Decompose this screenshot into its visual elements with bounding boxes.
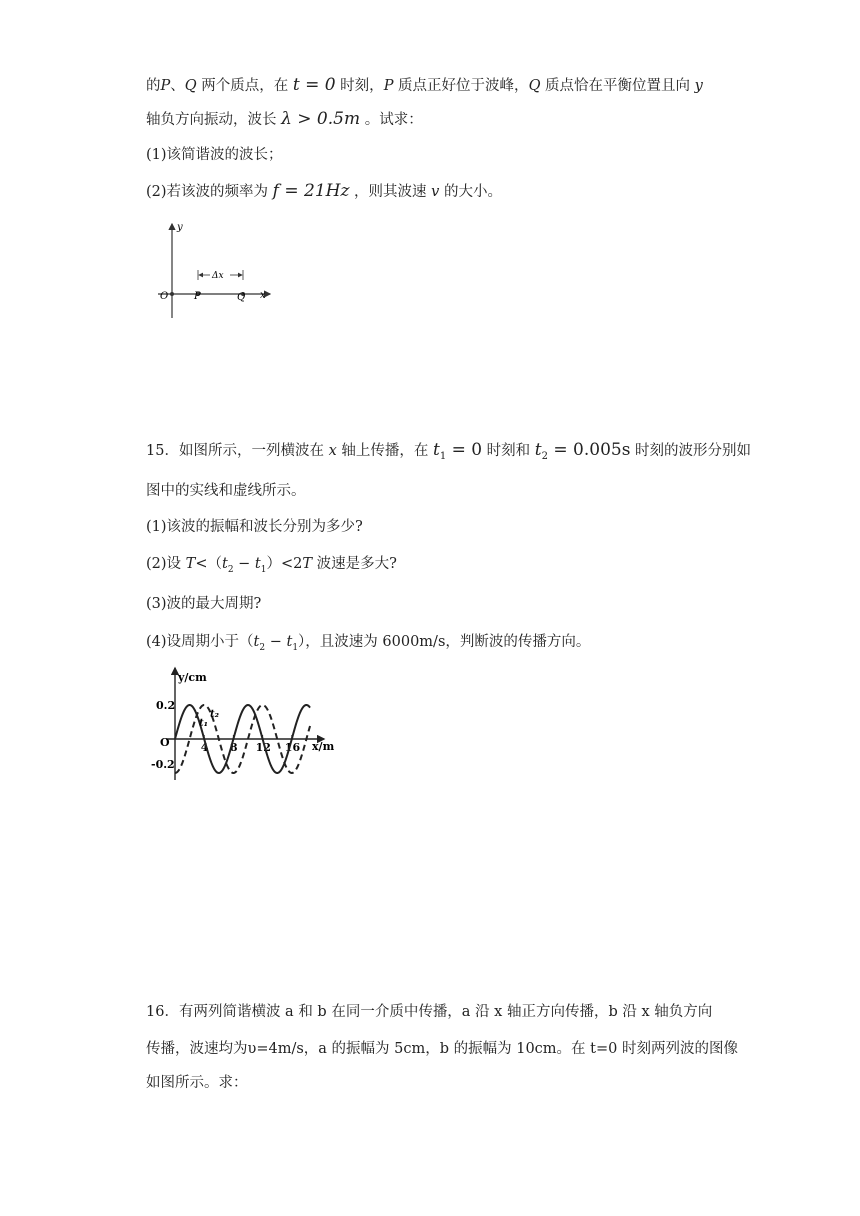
wave-x-tick-label-8: 8 [229,741,238,754]
problem-16-line-3: 如图所示。求： [146,1075,248,1091]
problem-15-q1: (1)该波的振幅和波长分别为多少? [146,519,363,535]
problem-15-line-1: 15．如图所示，一列横波在 x 轴上传播，在 $t_1 = 0$ 时刻和 $t_2 = 0.005s$ 时刻的波形分别如 [146,440,752,462]
wave-origin-label: O [160,736,170,749]
problem-15-q2: (2)设 $T<(t_2 - t_1)<2T$ 波速是多大? [146,556,397,575]
wave-x-tick-label-4: 4 [200,741,209,754]
wave-y-bottom-label: -0.2 [151,758,175,771]
figure-pq-axis [150,218,280,320]
question-1: (1)该简谐波的波长； [146,147,283,163]
wave-chart [148,662,348,786]
wave-x-tick-label-12: 12 [255,741,271,754]
point-o [170,292,174,296]
wave-x-label: x/m [312,740,335,753]
problem-16-line-2: 传播，波速均为υ=4m/s，a 的振幅为 5cm，b 的振幅为 10cm。在 t=0 时刻两列波的图像 [146,1041,738,1057]
wave-x-tick-label-16: 16 [284,741,301,754]
dx-label: Δx [212,271,224,281]
x-axis-label: x [260,290,266,301]
text-line-1: 的P、Q 两个质点，在 t = 0 时刻，P 质点正好位于波峰，Q 质点恰在平衡位置且向 y [146,75,703,95]
problem-15-q4: (4)设周期小于$(t_2 - t_1)$，且波速为 6000m/s，判断波的传播方向。 [146,634,591,653]
wave-t1-label: t₁ [199,718,208,729]
text-line-2: 轴负方向振动，波长 λ > 0.5m 。试求： [146,109,423,129]
problem-15-line-2: 图中的实线和虚线所示。 [146,483,306,499]
wave-y-label: y/cm [178,671,207,684]
problem-16-line-1: 16．有两列简谐横波 a 和 b 在同一介质中传播，a 沿 x 轴正方向传播，b 沿 x 轴负方向 [146,1004,713,1020]
wave-t2-label: t₂ [210,709,219,720]
p-label: P [194,291,201,302]
problem-15-q3: (3)波的最大周期? [146,596,262,612]
origin-label: O [160,291,169,302]
q-label: Q [237,292,246,303]
wave-y-top-label: 0.2 [156,699,176,712]
question-2: (2)若该波的频率为 f = 21Hz ，则其波速 v 的大小。 [146,181,502,201]
y-axis-label: y [177,222,183,233]
